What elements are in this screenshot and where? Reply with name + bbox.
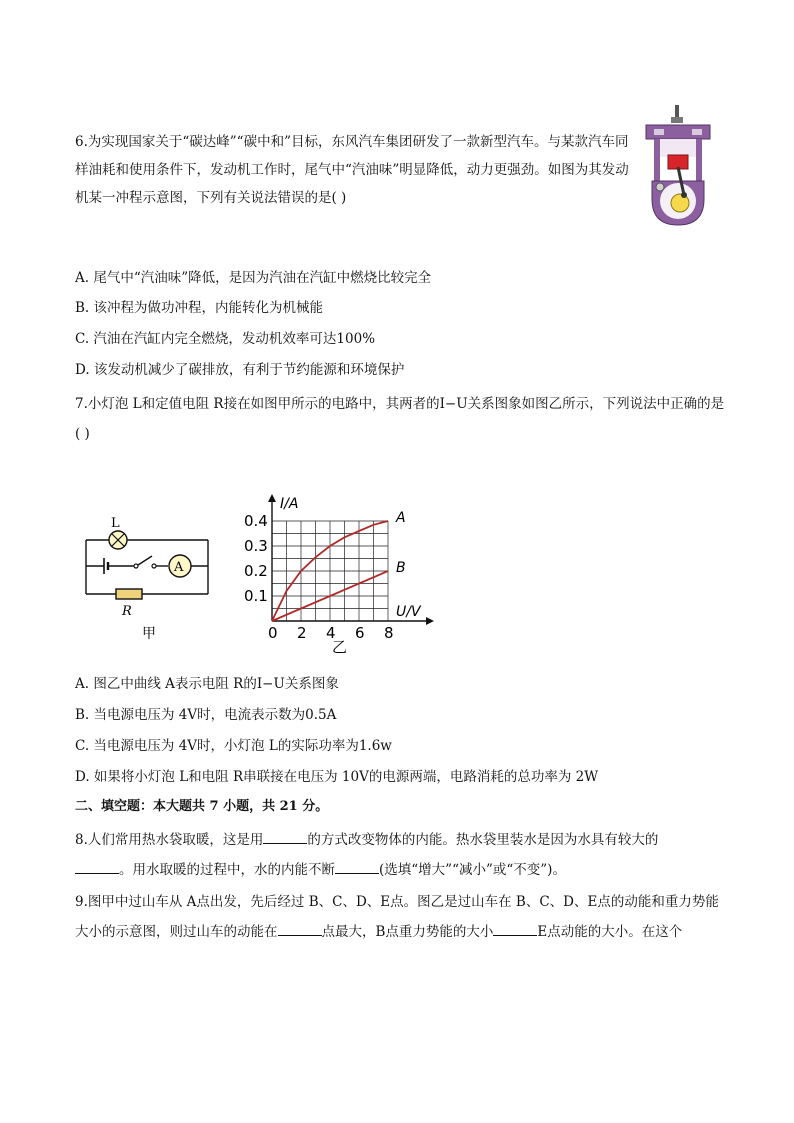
q8-part-4: (选填“增大”“减小”或“不变”)。 xyxy=(379,862,566,878)
x-axis-arrow xyxy=(426,617,434,625)
y-axis-arrow xyxy=(268,494,276,502)
q9-blank-2[interactable] xyxy=(493,921,537,936)
question-6-stem: 6.为实现国家关于“碳达峰”“碳中和”目标，东风汽车集团研发了一款新型汽车。与某款汽车同样油耗和使用条件下，发动机工作时，尾气中“汽油味”明显降低，动力更强劲。如图为其发动机某一冲程示意图，下列有关说法错误的是( ) xyxy=(75,134,629,206)
question-7-option-a: A. 图乙中曲线 A表示电阻 R的I−U关系图象 xyxy=(75,676,339,692)
q9-part-1: 9.图甲中过山车从 A点出发，先后经过 B、C、D、E点。图乙是过山车在 B、C、D、E点的动能和重力势能大小的示意图，则过山车的动能在 xyxy=(75,894,719,940)
y-tick-label: 0.3 xyxy=(244,537,268,555)
chart-caption: 乙 xyxy=(332,638,348,656)
iu-chart xyxy=(240,488,440,658)
question-8-line-1 xyxy=(75,829,658,850)
q9-part-3: E点动能的大小。在这个 xyxy=(537,924,683,940)
question-7-option-d: D. 如果将小灯泡 L和电阻 R串联接在电压为 10V的电源两端，电路消耗的总功率为 2W xyxy=(75,769,599,785)
q9-blank-1[interactable] xyxy=(278,921,322,936)
circuit-caption: 甲 xyxy=(142,626,156,642)
engine-stroke-figure xyxy=(640,103,716,229)
q8-part-1: 8.人们常用热水袋取暖，这是用 xyxy=(75,832,264,848)
q9-part-2: 点最大，B点重力势能的大小 xyxy=(321,924,494,940)
x-tick-label: 2 xyxy=(297,624,307,642)
q8-blank-3[interactable] xyxy=(335,859,379,874)
section-2-heading: 二、填空题：本大题共 7 小题，共 21 分。 xyxy=(75,799,329,814)
circuit-diagram xyxy=(80,510,220,645)
question-7-stem: 7.小灯泡 L和定值电阻 R接在如图甲所示的电路中，其两者的I−U关系图象如图乙所示，下列说法中正确的是( ) xyxy=(75,396,725,442)
x-axis-label: U/V xyxy=(396,604,421,620)
q8-blank-2[interactable] xyxy=(75,859,119,874)
x-tick-label: 6 xyxy=(355,624,365,642)
question-7-option-c: C. 当电源电压为 4V时，小灯泡 L的实际功率为1.6w xyxy=(75,738,392,754)
question-6-option-d: D. 该发动机减少了碳排放，有利于节约能源和环境保护 xyxy=(75,362,405,378)
series-label-B: B xyxy=(396,560,406,576)
x-tick-label: 0 xyxy=(268,624,278,642)
question-7-option-b: B. 当电源电压为 4V时，电流表示数为0.5A xyxy=(75,707,337,723)
question-9-text xyxy=(75,887,725,947)
series-label-A: A xyxy=(396,510,406,526)
lamp-label: L xyxy=(111,516,120,531)
question-6-option-b: B. 该冲程为做功冲程，内能转化为机械能 xyxy=(75,300,324,316)
y-axis-label: I/A xyxy=(280,496,299,512)
q8-blank-1[interactable] xyxy=(263,829,307,844)
q8-part-2: 的方式改变物体的内能。热水袋里装水是因为水具有较大的 xyxy=(307,832,659,848)
x-tick-label: 8 xyxy=(384,624,394,642)
y-tick-label: 0.4 xyxy=(244,512,268,530)
question-6-option-a: A. 尾气中“汽油味”降低，是因为汽油在汽缸中燃烧比较完全 xyxy=(75,270,432,286)
q8-part-3: 。用水取暖的过程中，水的内能不断 xyxy=(119,862,335,878)
resistor-label: R xyxy=(122,604,132,619)
question-6-option-c: C. 汽油在汽缸内完全燃烧，发动机效率可达100% xyxy=(75,331,376,347)
x-tick-label: 4 xyxy=(326,624,336,642)
ammeter-label: A xyxy=(174,560,184,575)
question-8-line-2 xyxy=(75,859,566,880)
y-tick-label: 0.2 xyxy=(244,562,268,580)
y-tick-label: 0.1 xyxy=(244,587,268,605)
